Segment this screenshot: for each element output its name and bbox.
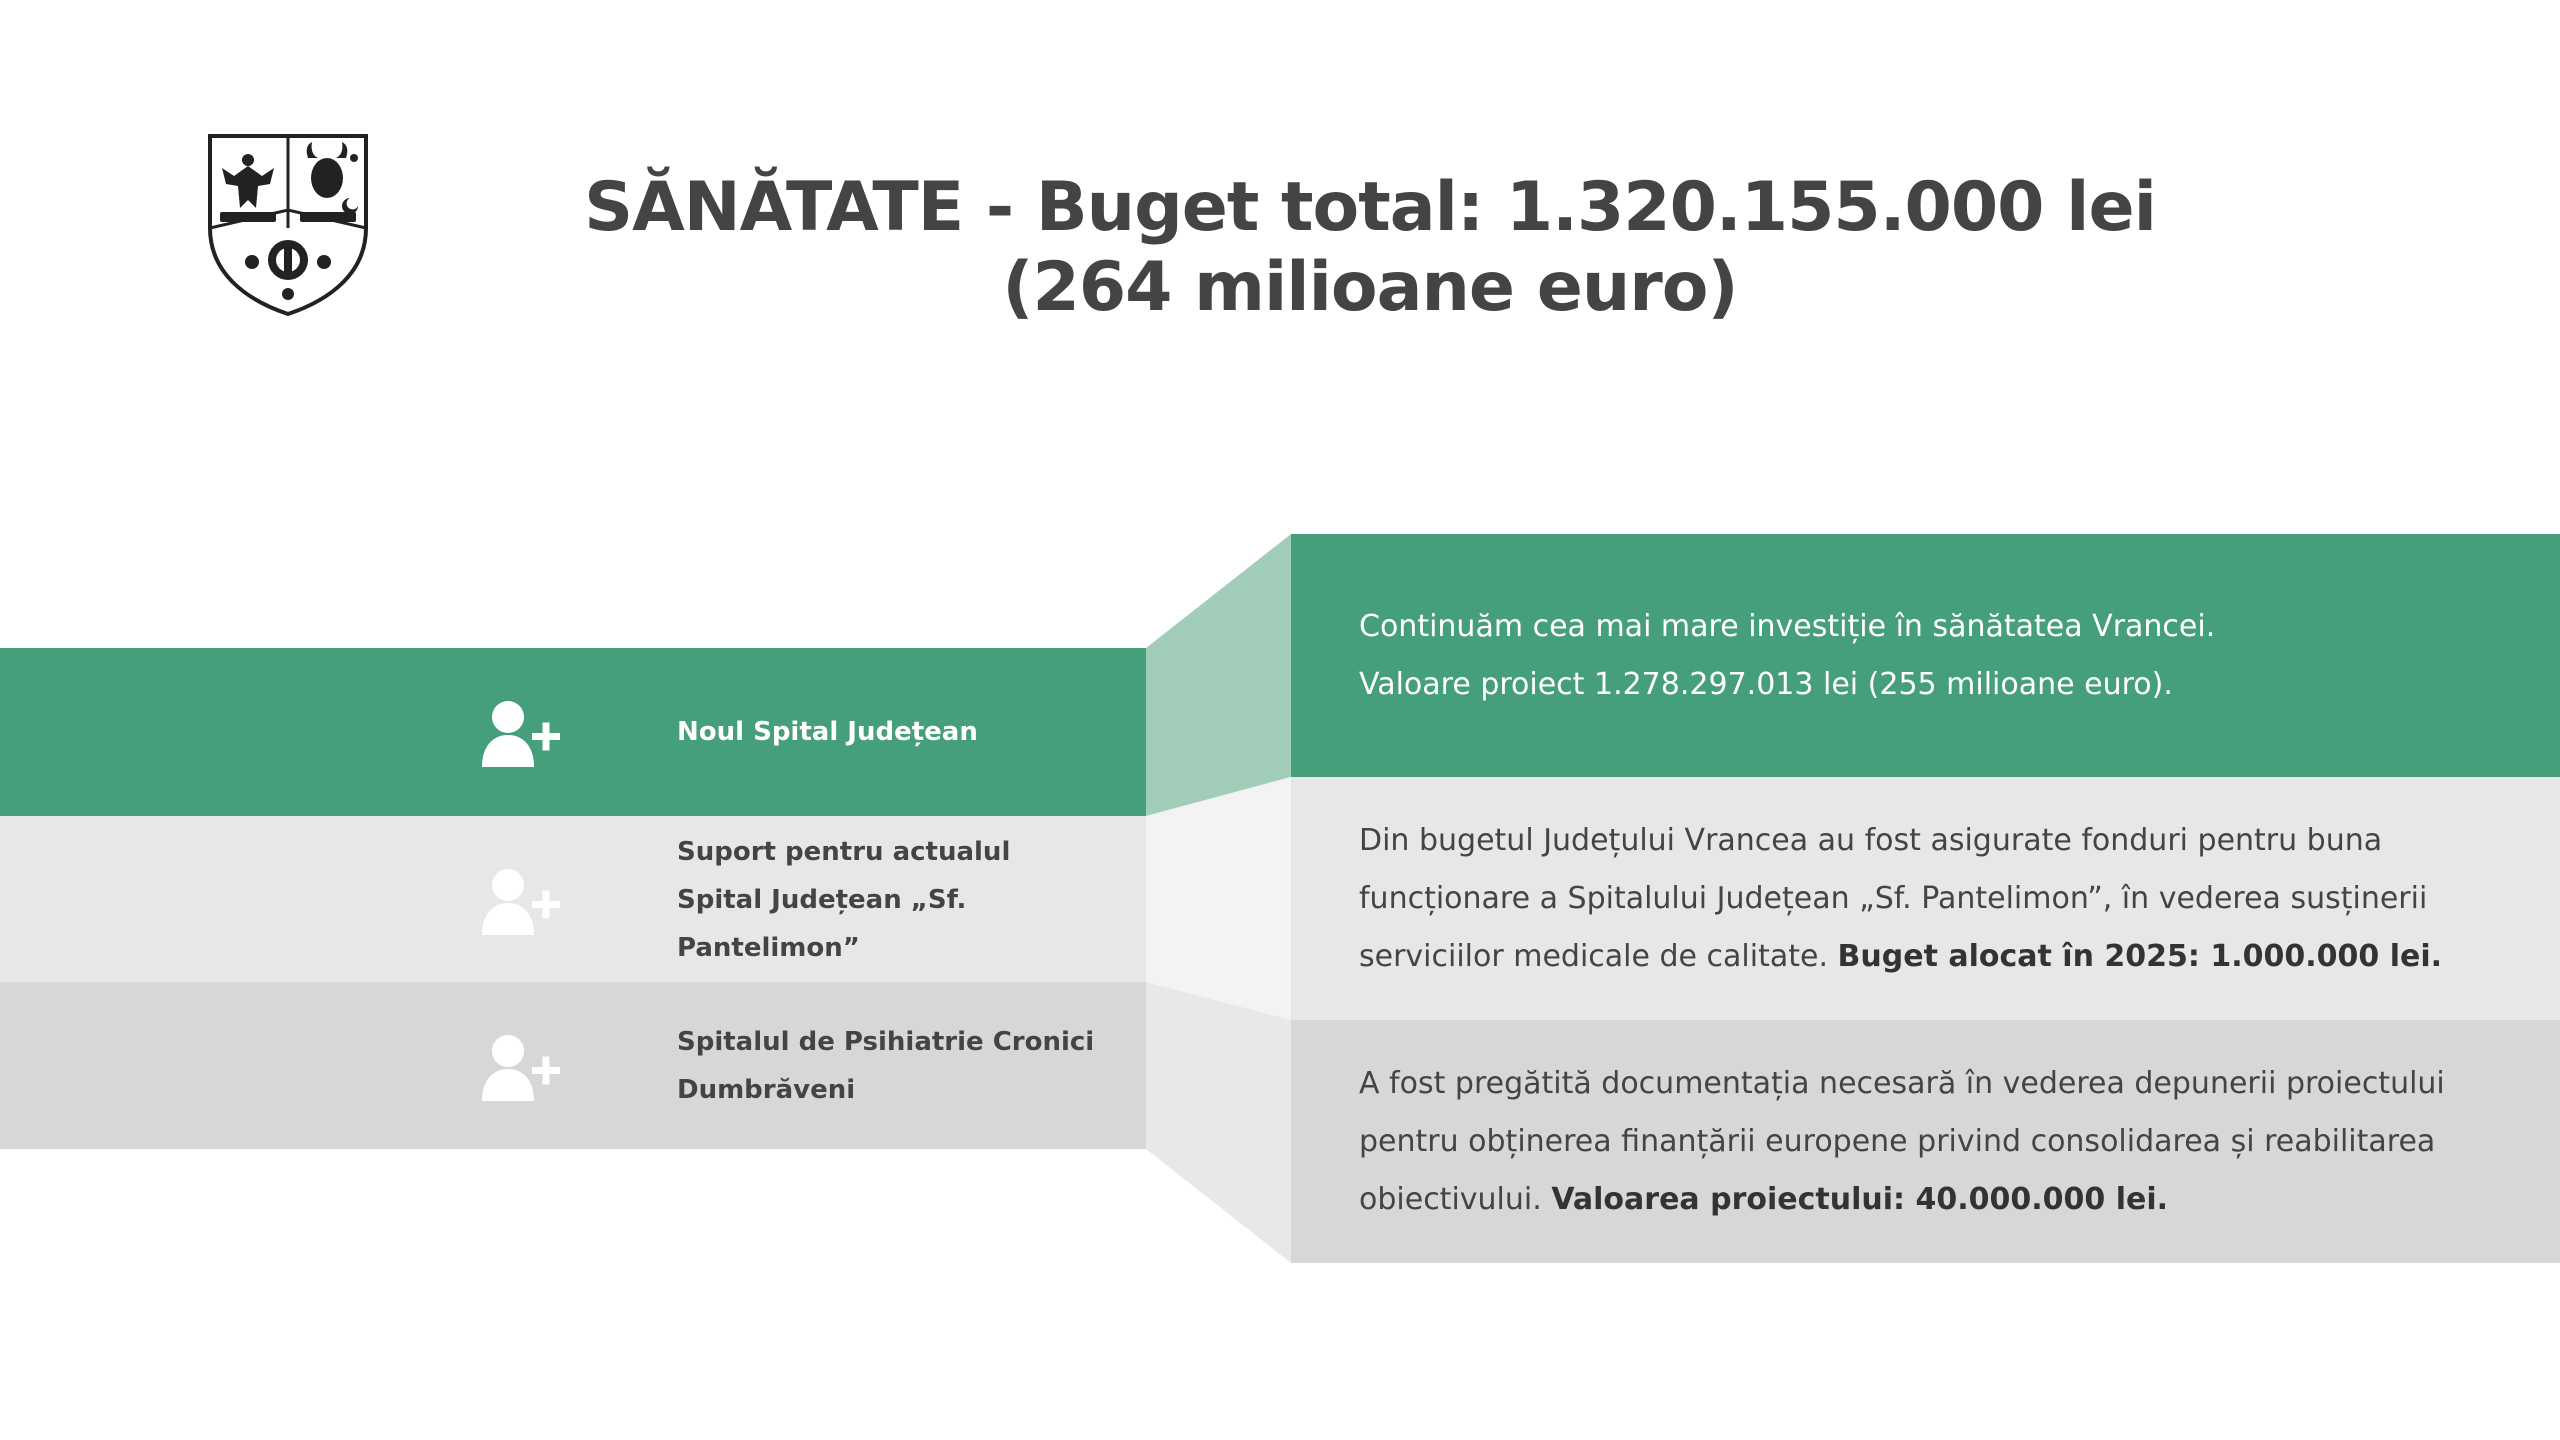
description-panel-psychiatric-hospital [1291, 1020, 2560, 1263]
connector-3 [1146, 982, 1291, 1263]
description-body: Din bugetul Județului Vrancea au fost asigurate fonduri pentru buna funcționare a Spitalului Județean „Sf. Pantelimon”, în vederea susținerii serviciilor medicale de calitate. [1359, 822, 2428, 974]
add-user-icon [482, 865, 560, 935]
list-item-label: Spitalul de Psihiatrie Cronici Dumbrăveni [677, 1026, 1095, 1105]
connector-2 [1146, 777, 1291, 1020]
add-user-icon [482, 1031, 560, 1101]
list-item-label: Suport pentru actualul Spital Județean „Sf. Pantelimon” [677, 837, 1011, 963]
list-item-label: Noul Spital Județean [677, 717, 978, 747]
description-line-1: Continuăm cea mai mare investiție în sănătatea Vrancei. [1359, 608, 2216, 644]
project-value-highlight: Valoarea proiectului: 40.000.000 lei. [1551, 1181, 2169, 1217]
description-panel-current-hospital [1291, 777, 2560, 1020]
page-title [440, 168, 2300, 328]
list-item-new-county-hospital [0, 648, 1146, 816]
description-line-2: Valoare proiect 1.278.297.013 lei (255 milioane euro). [1359, 666, 2173, 702]
coat-of-arms-logo [200, 128, 376, 318]
description-panel-new-hospital [1291, 534, 2560, 777]
description-text [1359, 1055, 2470, 1229]
add-user-icon [482, 697, 560, 767]
list-item-psychiatric-hospital [0, 982, 1146, 1149]
page-title-line-1: SĂNĂTATE - Buget total: 1.320.155.000 lei [584, 168, 2156, 247]
list-item-current-county-hospital [0, 816, 1146, 984]
county-coat-of-arms-icon [200, 128, 376, 318]
description-text [1359, 812, 2470, 986]
page-title-line-2: (264 milioane euro) [1002, 248, 1738, 327]
connector-1 [1146, 534, 1291, 816]
description-body: A fost pregătită documentația necesară în vederea depunerii proiectului pentru obținerea finanțării europene privind consolidarea și reabilitarea obiectivului. [1359, 1065, 2445, 1217]
budget-highlight: Buget alocat în 2025: 1.000.000 lei. [1837, 938, 2442, 974]
